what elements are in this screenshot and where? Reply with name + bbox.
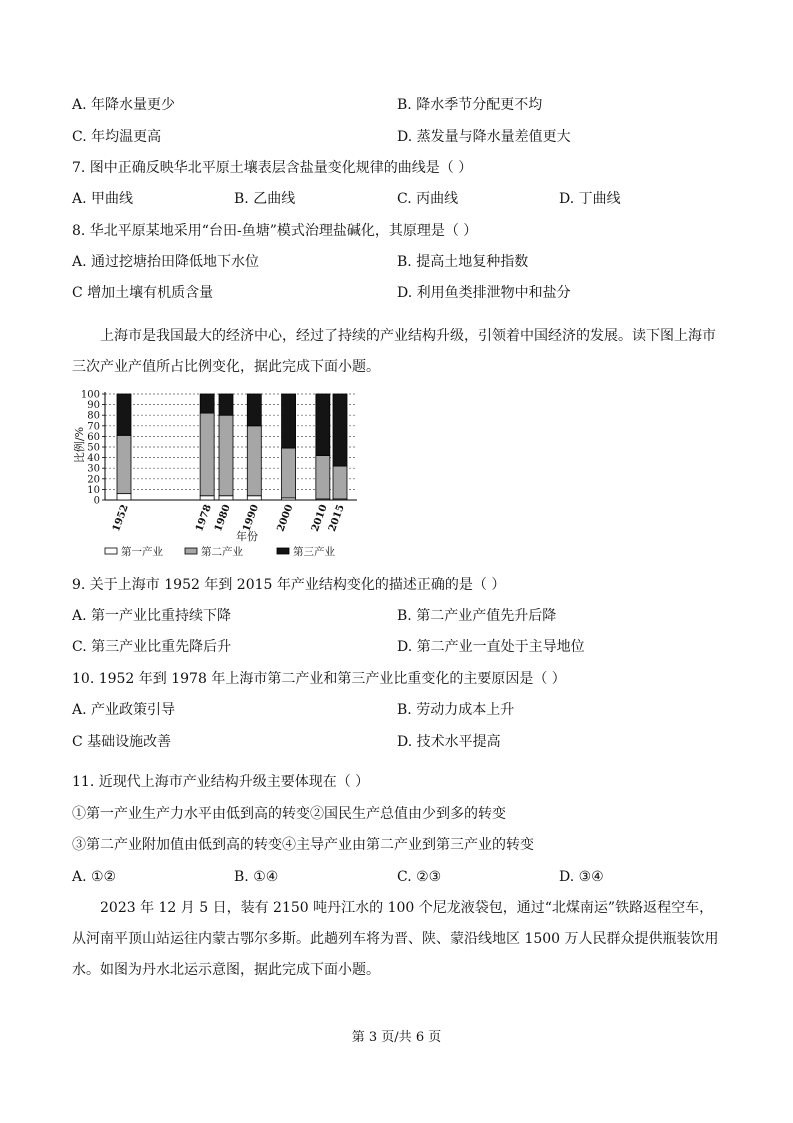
q10-option-b: B. 劳动力成本上升: [397, 702, 515, 718]
bar-segment: [247, 394, 261, 426]
q11-option-c: C. ②③: [397, 869, 442, 885]
bar-segment: [282, 394, 296, 448]
q10-option-d: D. 技术水平提高: [397, 734, 501, 750]
bar-segment: [117, 435, 131, 493]
q7-option-c: C. 丙曲线: [397, 191, 459, 207]
bar-segment: [117, 494, 131, 500]
bar-segment: [200, 394, 214, 413]
q7-option-d: D. 丁曲线: [559, 191, 621, 207]
y-tick-label: 80: [87, 410, 100, 422]
legend-swatch: [185, 548, 197, 554]
q11-option-a: A. ①②: [72, 869, 117, 885]
q9-option-d: D. 第二产业一直处于主导地位: [397, 639, 585, 655]
bar-segment: [282, 448, 296, 498]
y-tick-label: 10: [87, 484, 100, 496]
legend-swatch: [105, 548, 117, 554]
q9-option-c: C. 第三产业比重先降后升: [72, 639, 232, 655]
bar-segment: [219, 394, 233, 415]
y-tick-label: 20: [87, 474, 100, 486]
y-tick-label: 100: [80, 389, 100, 401]
intro-danjiang-paragraph: 2023 年 12 月 5 日，装有 2150 吨丹江水的 100 个尼龙液袋包，通过“北煤南运”铁路返程空车，从河南平顶山站运往内蒙古鄂尔多斯。此趟列车将为晋、陕、蒙沿线地区 1500 万人民群众提供瓶装饮用水。如图为丹水北运示意图，据此完成下面小题。: [72, 900, 719, 978]
q8-option-d: D. 利用鱼类排泄物中和盐分: [397, 285, 571, 301]
q9-option-b: B. 第二产业产值先升后降: [397, 608, 557, 624]
q10-stem: 10. 1952 年到 1978 年上海市第二产业和第三产业比重变化的主要原因是（ ）: [72, 671, 566, 687]
q10-option-a: A. 产业政策引导: [72, 702, 176, 718]
q11-option-d: D. ③④: [559, 869, 604, 885]
bar-segment: [247, 426, 261, 496]
chart-y-axis-label: 比例/%: [73, 426, 86, 464]
y-tick-label: 30: [87, 463, 100, 475]
page-footer: 第 3 页/共 6 页: [351, 1030, 442, 1045]
bar-segment: [117, 394, 131, 435]
y-tick-label: 70: [87, 421, 100, 433]
chart-x-ticks: [111, 503, 347, 533]
x-tick-label: 1952: [110, 503, 131, 534]
intro-shanghai-paragraph: 上海市是我国最大的经济中心，经过了持续的产业结构升级，引领着中国经济的发展。读下图上海市三次产业产值所占比例变化，据此完成下面小题。: [72, 328, 716, 375]
x-tick-label: 1980: [212, 503, 233, 534]
x-tick-label: 2015: [326, 503, 347, 534]
q8-option-c: C 增加土壤有机质含量: [72, 285, 214, 301]
bar-segment: [200, 413, 214, 496]
x-tick-label: 1990: [241, 503, 262, 534]
q9-stem: 9. 关于上海市 1952 年到 2015 年产业结构变化的描述正确的是（ ）: [72, 577, 506, 593]
legend-swatch: [277, 548, 289, 554]
q6-option-c: C. 年均温更高: [72, 129, 162, 145]
bar-segment: [333, 394, 347, 466]
chart-legend: [105, 545, 335, 558]
bar-segment: [333, 466, 347, 499]
q9-option-a: A. 第一产业比重持续下降: [72, 608, 232, 624]
q7-stem: 7. 图中正确反映华北平原土壤表层含盐量变化规律的曲线是（ ）: [72, 160, 473, 176]
bar-segment: [219, 415, 233, 496]
industry-structure-chart: [72, 385, 372, 563]
x-tick-label: 1978: [194, 503, 214, 534]
q10-option-c: C 基础设施改善: [72, 734, 172, 750]
q11-statement-3-4: ③第二产业附加值由低到高的转变④主导产业由第二产业到第三产业的转变: [72, 837, 534, 853]
q11-stem: 11. 近现代上海市产业结构升级主要体现在（ ）: [72, 774, 370, 790]
bar-segment: [219, 496, 233, 500]
x-tick-label: 2000: [275, 503, 296, 534]
legend-label: 第一产业: [121, 546, 163, 558]
y-tick-label: 60: [87, 431, 100, 443]
y-tick-label: 50: [87, 442, 100, 454]
bar-segment: [247, 496, 261, 500]
y-tick-label: 0: [93, 495, 100, 507]
q11-option-b: B. ①④: [234, 869, 279, 885]
chart-x-axis-label: 年份: [236, 530, 258, 543]
bar-segment: [200, 496, 214, 500]
x-tick-label: 2010: [309, 503, 330, 534]
q7-option-b: B. 乙曲线: [234, 191, 296, 207]
y-tick-label: 90: [87, 400, 100, 412]
q8-option-a: A. 通过挖塘抬田降低地下水位: [72, 254, 260, 270]
bar-segment: [316, 394, 330, 455]
legend-label: 第二产业: [201, 546, 243, 558]
q6-option-b: B. 降水季节分配更不均: [397, 97, 543, 113]
y-tick-label: 40: [87, 453, 100, 465]
q6-option-a: A. 年降水量更少: [72, 97, 176, 113]
q8-option-b: B. 提高土地复种指数: [397, 254, 529, 270]
legend-label: 第三产业: [293, 546, 335, 558]
chart-bars: [117, 394, 347, 500]
q8-stem: 8. 华北平原某地采用“台田-鱼塘”模式治理盐碱化，其原理是（ ）: [72, 223, 478, 239]
q6-option-d: D. 蒸发量与降水量差值更大: [397, 129, 571, 145]
q7-option-a: A. 甲曲线: [72, 191, 134, 207]
q11-statement-1-2: ①第一产业生产力水平由低到高的转变②国民生产总值由少到多的转变: [72, 806, 506, 822]
bar-segment: [316, 455, 330, 498]
